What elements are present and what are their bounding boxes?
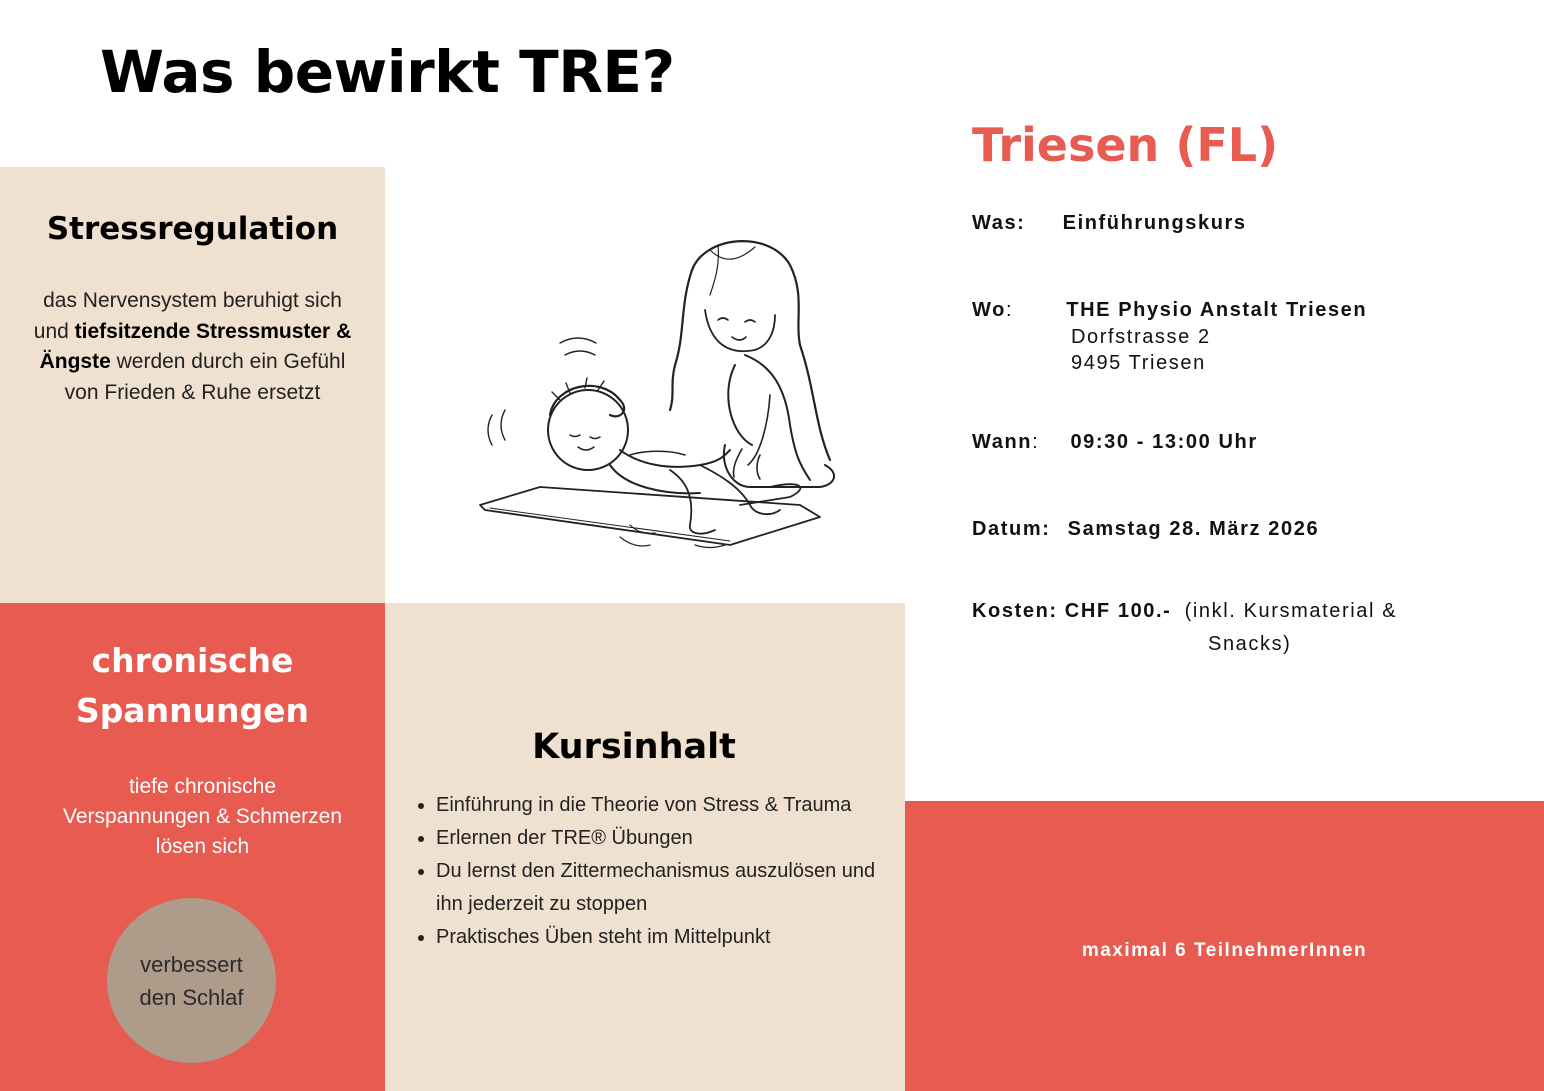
info-wann xyxy=(972,431,1258,454)
stress-bold-part2: Ängste xyxy=(39,350,111,373)
stress-text xyxy=(30,286,355,408)
info-datum xyxy=(972,518,1319,541)
chronic-heading-line2: Spannungen xyxy=(75,691,310,730)
kosten-label: Kosten: CHF 100.- xyxy=(972,600,1172,622)
location-heading: Triesen (FL) xyxy=(972,118,1279,172)
kosten-note-2: Snacks) xyxy=(1208,633,1292,655)
kosten-note-line2 xyxy=(1208,633,1291,656)
info-was xyxy=(972,212,1247,235)
kosten-note-1: (inkl. Kursmaterial & xyxy=(1184,600,1398,622)
datum-label: Datum: xyxy=(972,518,1051,540)
chronic-heading xyxy=(0,636,385,736)
wo-label: Wo xyxy=(972,299,1006,321)
wann-value: 09:30 - 13:00 Uhr xyxy=(1070,431,1258,453)
sleep-badge-line1: verbessert xyxy=(140,951,243,977)
stress-text-part1: das Nervensystem beruhigt sich und xyxy=(33,289,342,343)
wann-colon: : xyxy=(1032,431,1040,453)
sleep-badge-line2: den Schlaf xyxy=(139,984,244,1010)
kurs-list xyxy=(410,789,906,954)
list-item: • Erlernen der TRE® Übungen xyxy=(436,822,906,855)
stress-text-part2: werden durch ein Gefühl von Frieden & Ruhe ersetzt xyxy=(64,350,346,404)
was-label: Was: xyxy=(972,212,1026,234)
datum-value: Samstag 28. März 2026 xyxy=(1067,518,1320,540)
chronic-text: tiefe chronische Verspannungen & Schmerzen lösen sich xyxy=(62,775,343,858)
wann-label: Wann xyxy=(972,431,1033,453)
kurs-heading: Kursinhalt xyxy=(532,727,736,767)
page-title: Was bewirkt TRE? xyxy=(100,38,675,106)
info-wo xyxy=(972,299,1367,322)
wo-street-text: Dorfstrasse 2 xyxy=(1071,326,1211,348)
wo-value: THE Physio Anstalt Triesen xyxy=(1066,299,1368,321)
stress-bold-part1: tiefsitzende Stressmuster & xyxy=(74,319,352,343)
wo-street xyxy=(1071,326,1211,349)
illustration-mother-child xyxy=(470,225,890,570)
sleep-badge xyxy=(107,898,276,1063)
was-value: Einführungskurs xyxy=(1062,212,1247,234)
list-item: • Einführung in die Theorie von Stress & Trauma xyxy=(436,789,906,822)
list-item: • Praktisches Üben steht im Mittelpunkt xyxy=(436,921,906,954)
stress-heading: Stressregulation xyxy=(46,211,339,247)
list-item: • Du lernst den Zittermechanismus auszulösen und ihn jederzeit zu stoppen xyxy=(436,855,906,921)
chronic-heading-line1: chronische xyxy=(91,641,294,680)
participants-note: maximal 6 TeilnehmerInnen xyxy=(1081,940,1368,961)
wo-colon: : xyxy=(1005,299,1014,321)
wo-city xyxy=(1071,352,1206,375)
wo-city-text: 9495 Triesen xyxy=(1071,352,1206,374)
info-kosten xyxy=(972,600,1397,623)
